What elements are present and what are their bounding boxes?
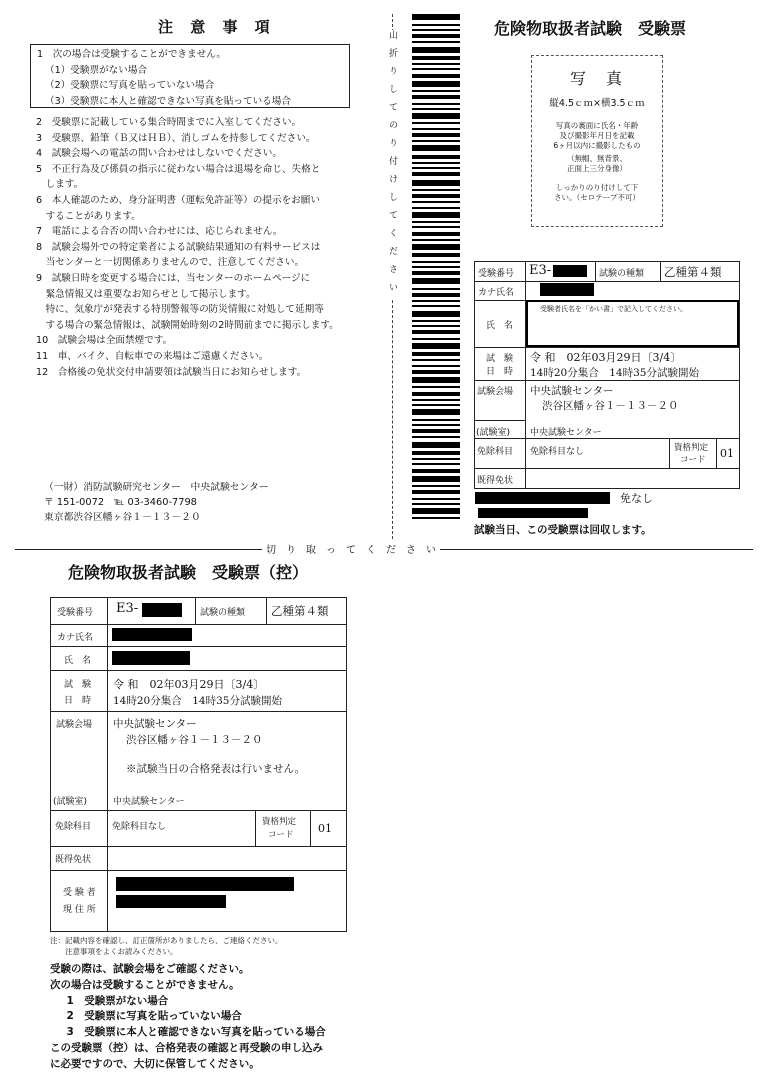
judge-label: 資格判定	[674, 443, 709, 453]
stub-venue-label: 試験会場	[56, 720, 93, 730]
barcode-bar	[412, 56, 460, 60]
notice-line: 9 試験日時を変更する場合には、当センターのホームページに	[36, 272, 311, 284]
barcode-bar	[412, 155, 460, 159]
cut-instruction: 切 り 取 っ て く だ さ い	[262, 541, 440, 556]
photo-note: 正面上三分身像）	[567, 164, 627, 173]
barcode-bar	[412, 63, 460, 65]
venue-label: 試験会場	[477, 387, 514, 397]
barcode-bar	[412, 103, 460, 105]
stub-judge-label: 資格判定	[262, 817, 297, 827]
barcode-bar	[412, 24, 460, 26]
barcode-bar	[412, 517, 460, 519]
stub-judge-value: 01	[318, 822, 332, 835]
stub-title: 危険物取扱者試験 受験票（控）	[68, 563, 309, 582]
date-value: 令 和 02年03月29日〔3/4〕	[530, 351, 682, 364]
judge-label: コード	[680, 455, 706, 465]
barcode-bar	[412, 508, 460, 514]
stub-time-value: 14時20分集合 14時35分試験開始	[113, 695, 282, 707]
notices-title: 注 意 事 項	[158, 18, 276, 36]
venue-name: 中央試験センター	[530, 385, 614, 397]
notices-list	[36, 115, 339, 380]
notice-line: 2 受験票に記載している集合時間までに入室してください。	[36, 117, 302, 128]
stub-judge-label: コード	[268, 830, 294, 840]
room-value: 中央試験センター	[530, 428, 602, 438]
barcode-bar	[412, 338, 460, 340]
stub-datetime-label: 日 時	[64, 696, 92, 706]
notice-line: 当センターと一切関係ありませんので、注意してください。	[36, 257, 305, 269]
barcode-bar	[412, 293, 460, 297]
barcode-bar	[412, 458, 460, 460]
stub-venue-address: 渋谷区幡ヶ谷１－１３－２０	[126, 734, 263, 746]
barcode-bar	[412, 244, 460, 250]
type-value: 乙種第４類	[664, 265, 722, 279]
barcode-bar	[412, 172, 460, 176]
stub-venue-note: ※試験当日の合格発表は行いません。	[126, 763, 306, 775]
notice-line: 3 受験票、鉛筆（Ｂ又はＨＢ）、消しゴムを持参してください。	[36, 132, 316, 144]
barcode-bar	[412, 404, 460, 406]
notice-line: 特に、気象庁が発表する特別警報等の防災情報に対処して延期等	[36, 304, 324, 316]
photo-note: 6ヶ月以内に撮影したもの	[553, 141, 641, 150]
barcode-bar	[412, 189, 460, 191]
barcode-bar	[412, 288, 460, 290]
barcode-bar	[412, 343, 460, 349]
stub-number-label: 受験番号	[57, 608, 94, 618]
stub-date-value: 令 和 02年03月29日〔3/4〕	[113, 678, 265, 691]
barcode-bar	[412, 436, 460, 438]
photo-note: 及び撮影年月日を記載	[559, 131, 635, 140]
barcode-bar	[412, 305, 460, 307]
stub-license-label: 既得免状	[55, 855, 92, 865]
barcode-bar	[412, 232, 460, 236]
barcode-bar	[412, 207, 460, 209]
notice-line: （1）受験票がない場合	[45, 64, 148, 76]
barcode-bar	[412, 377, 460, 383]
photo-note: 写真の裏面に氏名・年齢	[555, 121, 639, 130]
name-label: 氏 名	[486, 321, 514, 331]
barcode-bar	[412, 167, 460, 169]
barcode-bar	[412, 140, 460, 142]
notice-line: （3）受験票に本人と確認できない写真を貼っている場合	[45, 95, 291, 107]
barcode-bar	[412, 392, 460, 396]
notice-line: 1 次の場合は受験することができません。	[37, 49, 226, 60]
stub-address-redaction	[116, 895, 226, 908]
org-name: （一財）消防試験研究センター 中央試験センター	[44, 482, 269, 493]
notice-line: 10 試験会場は全面禁煙です。	[36, 335, 173, 347]
barcode-bar	[412, 490, 460, 494]
datetime-label: 日 時	[486, 367, 514, 377]
barcode-bar	[412, 451, 460, 455]
datetime-label: 試 験	[486, 354, 514, 364]
barcode-bar	[412, 419, 460, 421]
stub-footnote: 注意事項をよくお読みください。	[50, 947, 178, 956]
barcode-bar	[412, 266, 460, 268]
photo-box	[531, 55, 663, 227]
bottom-note-line: 次の場合は受験することができません。	[50, 978, 240, 991]
stub-room-label: (試験室)	[53, 797, 88, 807]
barcode-bar	[412, 68, 460, 70]
barcode-bar	[412, 128, 460, 130]
barcode-bar	[412, 47, 460, 53]
exempt-value: 免除科目なし	[530, 447, 585, 457]
room-label: (試験室)	[476, 428, 511, 438]
barcode-bar	[412, 253, 460, 257]
ticket-title: 危険物取扱者試験 受験票	[494, 19, 687, 38]
barcode-bar	[412, 261, 460, 263]
bottom-note-line: 受験の際は、試験会場をご確認ください。	[50, 963, 250, 975]
barcode-bar	[412, 476, 460, 482]
notice-line: する場合の緊急情報は、試験開始時刻の2時間前までに掲示します。	[36, 319, 339, 331]
number-redaction	[553, 265, 587, 277]
stub-address-label: 受 験 者	[63, 888, 96, 898]
number-value: E3-	[529, 263, 552, 278]
notice-line: 12 合格後の免状交付申請要領は試験当日にお知らせします。	[36, 366, 307, 378]
type-label: 試験の種類	[599, 269, 645, 279]
barcode-bar	[412, 90, 460, 92]
barcode-bar	[412, 320, 460, 322]
notice-line: することがあります。	[36, 210, 141, 222]
notice-line: 8 試験会場外での特定業者による試験結果通知の有料サービスは	[36, 241, 321, 253]
stub-type-value: 乙種第４類	[271, 604, 329, 618]
barcode-bar	[412, 365, 460, 367]
stub-number-redaction	[142, 603, 182, 617]
barcode-bar	[412, 442, 460, 448]
photo-note: さい。（セロテープ不可）	[554, 193, 640, 202]
stub-number-value: E3-	[116, 601, 139, 616]
stub-address-label: 現 住 所	[63, 905, 96, 915]
barcode-bar	[412, 162, 460, 164]
barcode-bar	[412, 14, 460, 20]
stub-exempt-label: 免除科目	[55, 822, 92, 832]
barcode-bar	[412, 271, 460, 275]
barcode-bar	[412, 498, 460, 500]
barcode-bar	[412, 41, 460, 43]
stub-exempt-value: 免除科目なし	[112, 822, 167, 832]
barcode-bar	[412, 122, 460, 124]
venue-address: 渋谷区幡ヶ谷１－１３－２０	[542, 400, 679, 412]
license-right: 免なし	[620, 492, 653, 505]
stub-footnote: 注：記載内容を確認し、訂正箇所がありましたら、ご連絡ください。	[50, 936, 283, 945]
stub-name-label: 氏 名	[64, 656, 92, 666]
barcode-bar	[412, 399, 460, 401]
stub-type-label: 試験の種類	[200, 608, 246, 618]
barcode-bar	[412, 463, 460, 465]
collect-note: 試験当日、この受験票は回収します。	[474, 524, 652, 536]
photo-note: しっかりのり付けして下	[555, 183, 639, 192]
notice-line: 6 本人確認のため、身分証明書（運転免許証等）の提示をお願い	[36, 194, 320, 206]
kana-label: カナ氏名	[478, 288, 515, 298]
stub-address-redaction	[116, 877, 294, 891]
barcode-bar	[412, 278, 460, 284]
barcode-bar	[412, 325, 460, 327]
notice-line: 7 電話による合否の問い合わせには、応じられません。	[36, 226, 283, 238]
barcode-bar	[412, 359, 460, 361]
barcode-bar	[412, 221, 460, 223]
barcode-bar	[412, 194, 460, 198]
barcode-bar	[412, 239, 460, 241]
exempt-label: 免除科目	[477, 447, 514, 457]
fold-instruction: 山折りしてのり付けしてください	[387, 30, 397, 300]
stub-venue-name: 中央試験センター	[113, 718, 197, 730]
barcode-bar	[412, 108, 460, 110]
bottom-note-line: 3 受験票に本人と確認できない写真を貼っている場合	[56, 1026, 326, 1039]
notice-line: 緊急情報又は重要なお知らせとして掲示します。	[36, 288, 256, 300]
name-hint: 受験者氏名を「かい書」で記入してください。	[540, 305, 687, 313]
notices-boxed	[30, 44, 350, 108]
barcode-bar	[412, 74, 460, 78]
barcode-bar	[412, 409, 460, 415]
photo-size: 縦4.5ｃｍ×横3.5ｃｍ	[549, 98, 645, 109]
photo-title: 写 真	[569, 69, 624, 88]
license-redaction	[478, 508, 588, 518]
barcode-bar	[412, 429, 460, 433]
barcode-bar	[412, 469, 460, 473]
barcode-bar	[412, 300, 460, 302]
org-address: 東京都渋谷区幡ヶ谷１－１３－２０	[44, 512, 201, 523]
notice-line: 5 不正行為及び係員の指示に従わない場合は退場を命じ、失格と	[36, 163, 321, 175]
org-postal-tel: 〒 151-0072 ℡ 03-3460-7798	[44, 497, 197, 508]
barcode-bar	[412, 485, 460, 487]
notice-line: 4 試験会場への電話の問い合わせはしないでください。	[36, 148, 282, 160]
organization-info	[44, 480, 269, 525]
barcode-bar	[412, 29, 460, 31]
barcode-bar	[412, 34, 460, 38]
photo-note: （無帽、無背景、	[567, 154, 627, 163]
bottom-note-line: この受験票（控）は、合格発表の確認と再受験の申し込み	[50, 1041, 323, 1054]
barcode-bar	[412, 180, 460, 186]
stub-name-redaction	[112, 651, 190, 665]
license-redaction	[475, 492, 610, 504]
notice-line: します。	[36, 179, 84, 191]
barcode-bar	[412, 330, 460, 334]
barcode-bar	[412, 95, 460, 99]
notice-line: 11 車、バイク、自転車での来場はご遠慮ください。	[36, 350, 269, 362]
time-value: 14時20分集合 14時35分試験開始	[530, 367, 699, 379]
barcode-bar	[412, 503, 460, 505]
barcode-bar	[412, 133, 460, 137]
barcode-bar	[412, 145, 460, 151]
barcode-bar	[412, 113, 460, 119]
number-label: 受験番号	[478, 269, 515, 279]
kana-redaction	[540, 283, 594, 296]
stub-room-value: 中央試験センター	[113, 797, 185, 807]
barcode	[412, 14, 460, 520]
stub-kana-label: カナ氏名	[57, 633, 94, 643]
stub-datetime-label: 試 験	[64, 680, 92, 690]
stub-kana-redaction	[112, 628, 192, 641]
bottom-notes	[50, 962, 326, 1073]
barcode-bar	[412, 212, 460, 218]
license-label: 既得免状	[477, 476, 514, 486]
notice-line: （2）受験票に写真を貼っていない場合	[45, 80, 215, 91]
bottom-note-line: に必要ですので、大切に保管してください。	[50, 1057, 260, 1070]
barcode-bar	[412, 386, 460, 388]
barcode-bar	[412, 424, 460, 426]
barcode-bar	[412, 352, 460, 356]
barcode-bar	[412, 81, 460, 87]
judge-value: 01	[720, 447, 734, 460]
barcode-bar	[412, 370, 460, 374]
barcode-bar	[412, 311, 460, 317]
barcode-bar	[412, 201, 460, 203]
barcode-bar	[412, 226, 460, 228]
bottom-note-line: 2 受験票に写真を貼っていない場合	[56, 1010, 242, 1023]
bottom-note-line: 1 受験票がない場合	[56, 994, 169, 1007]
